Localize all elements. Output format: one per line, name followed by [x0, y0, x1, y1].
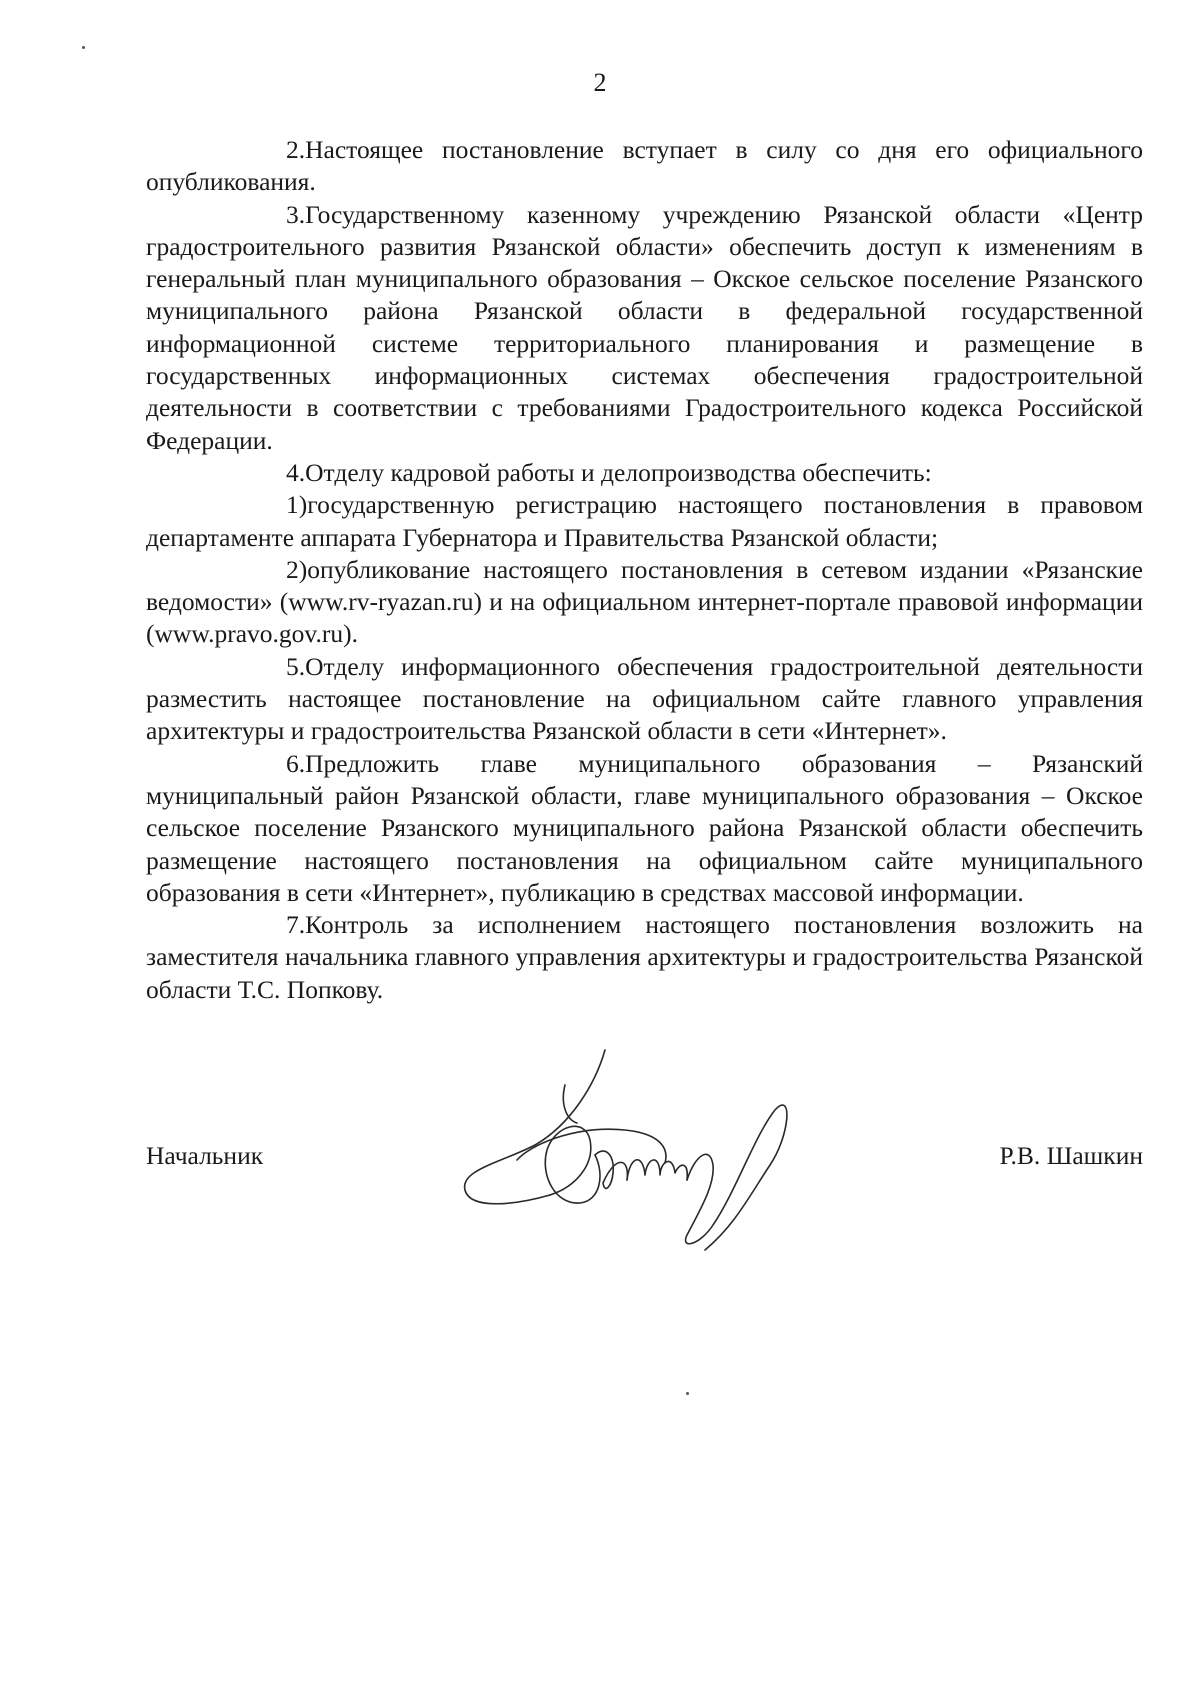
paragraph-number: 2) [286, 554, 308, 584]
scan-speck [686, 1392, 689, 1395]
paragraph-text: государственную регистрацию настоящего постановления в правовом департаменте аппарата Губернатора и Правительства Рязанской области; [146, 490, 1143, 552]
paragraph-item-3 [146, 199, 1143, 457]
paragraph-item-4 [146, 457, 1143, 489]
paragraph-text: Отделу информационного обеспечения градостроительной деятельности разместить настоящее постановление на официальном сайте главного управления архитектуры и градостроительства Рязанской области в сети «Интернет». [146, 651, 1143, 746]
signer-name: Р.В. Шашкин [999, 1141, 1143, 1170]
paragraph-subitem-2 [146, 554, 1143, 651]
paragraph-item-2 [146, 134, 1143, 199]
paragraph-number: 5. [286, 651, 306, 681]
paragraph-subitem-1 [146, 489, 1143, 554]
paragraph-number: 4. [286, 457, 306, 487]
scan-speck [82, 46, 85, 49]
paragraph-text: Контроль за исполнением настоящего постановления возложить на заместителя начальника главного управления архитектуры и градостроительства Рязанской области Т.С. Попкову. [146, 910, 1143, 1004]
paragraph-number: 7. [286, 910, 306, 940]
document-body [146, 134, 1143, 1006]
signature-block [146, 1140, 1143, 1180]
paragraph-number: 3. [286, 199, 306, 229]
paragraph-number: 1) [286, 490, 308, 520]
paragraph-item-7 [146, 909, 1143, 1006]
paragraph-text: Настоящее постановление вступает в силу со дня его официального опубликования. [146, 135, 1143, 197]
paragraph-text: Государственному казенному учреждению Рязанской области «Центр градостроительного развития Рязанской области» обеспечить доступ к изменениям в генеральный план муниципального образования – Окское сельское поселение Рязанского муниципального района Рязанской области в федеральной государственной информационной системе территориального планирования и размещение в государственных информационных системах обеспечения градостроительной деятельности в соответствии с требованиями Градостроительного кодекса Российской Федерации. [146, 199, 1143, 455]
page-number: 2 [593, 68, 607, 97]
signer-title: Начальник [146, 1141, 264, 1170]
paragraph-text: опубликование настоящего постановления в сетевом издании «Рязанские ведомости» (www.rv-ryazan.ru) и на официальном интернет-портале правовой информации (www.pravo.gov.ru). [146, 554, 1143, 649]
paragraph-item-5 [146, 651, 1143, 748]
paragraph-text: Предложить главе муниципального образования – Рязанский муниципальный район Рязанской области, главе муниципального образования – Окское сельское поселение Рязанского муниципального района Рязанской области обеспечить размещение настоящего постановления на официальном сайте муниципального образования в сети «Интернет», публикацию в средствах массовой информации. [146, 748, 1143, 907]
paragraph-text: Отделу кадровой работы и делопроизводства обеспечить: [305, 457, 932, 487]
paragraph-number: 6. [286, 748, 306, 778]
paragraph-item-6 [146, 748, 1143, 909]
paragraph-number: 2. [286, 135, 306, 164]
